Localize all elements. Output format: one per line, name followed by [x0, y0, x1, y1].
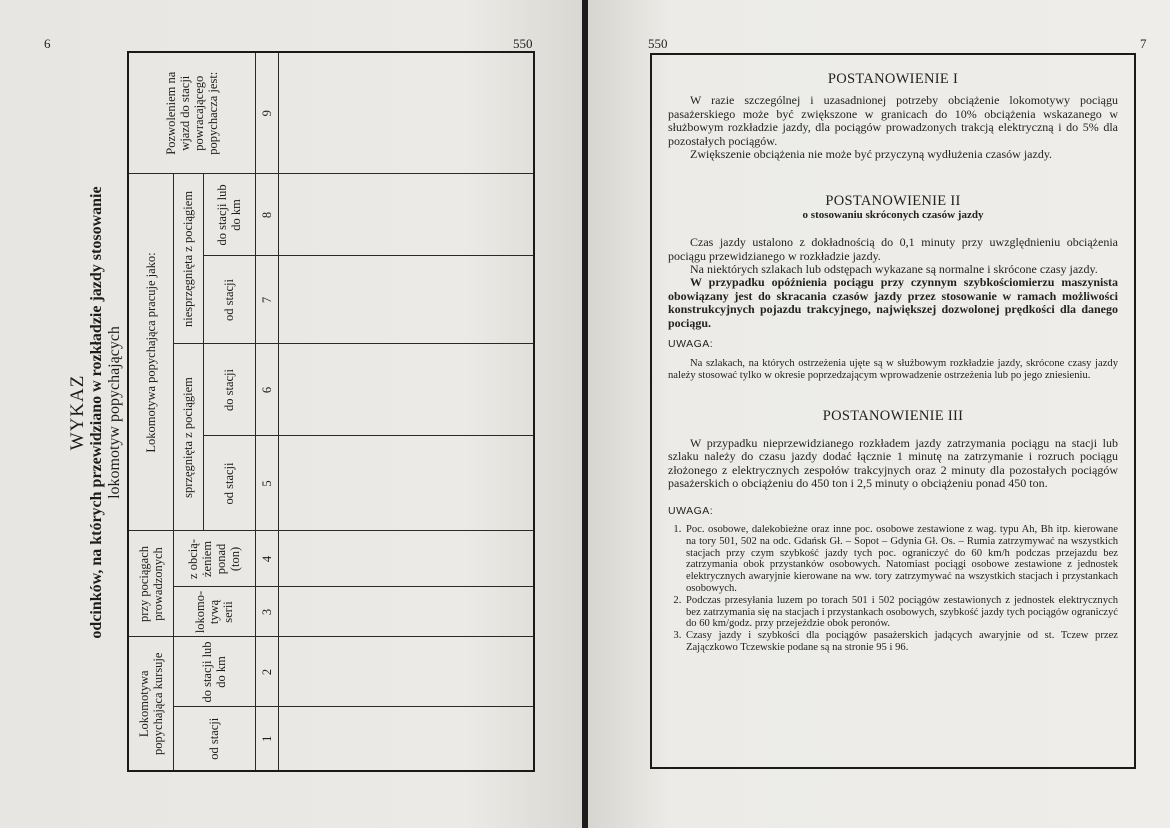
section-1-title: POSTANOWIENIE I [827, 71, 959, 87]
col-number: 7 [256, 256, 279, 344]
col-number: 6 [256, 344, 279, 436]
section-2-subtitle: o stosowaniu skróconych czasów jazdy [802, 208, 984, 221]
section-3-notes-list [668, 524, 1118, 654]
col-number: 2 [256, 637, 279, 707]
header-kursuje: Lokomotywa popychająca kursuje [128, 637, 173, 771]
col-number: 4 [256, 531, 279, 587]
note-item: 2. Podczas przesyłania luzem po torach 501 i 502 pociągów zestawionych z jednostek elektrycznych bez zatrzymania się na stacjach i przystankach osobowych, szybkość jazdy tych pociągów ograniczyć do 60 km/godz. przy przejeździe obok peronów. [684, 595, 1118, 630]
section-1-para-1: W razie szczególnej i uzasadnionej potrzeby obciążenie lokomotywy pociągu pasażerskiego może być zwiększone w granicach do 10% obciążenia wskazanego w służbowym rozkładzie jazdy, dla pociągów prowadzonych trakcją elektryczną i do 5% dla pozostałych pociągów. [668, 93, 1118, 148]
header-do-stacji-2: do stacji lub do km [173, 637, 255, 707]
page-number-outer-right: 7 [1140, 36, 1147, 51]
section-2-note-label: UWAGA: [668, 338, 714, 351]
header-pracuje-jako: Lokomotywa popychająca pracuje jako: [128, 174, 173, 531]
note-item: 1. Poc. osobowe, dalekobieżne oraz inne poc. osobowe zestawione z wag. typu Ah, Bh itp. kierowane na tory 501, 502 na odc. Gdańsk Gł. – Sopot – Gdynia Gł. Os. – Rumia zatrzymywać na wszystkich stacjach przy czym szybkość jazdy tych poc. ograniczyć do 60 km/h podczas przejazdu bez zatrzymania obok przystanków osobowych. Natomiast pociągi osobowe zestawione z jednostek elektrycznych awaryjnie kierowane na ww. tory zatrzymywać na wszystkich stacjach i przystankach osobowych. [684, 524, 1118, 595]
col-number: 3 [256, 587, 279, 637]
col-number: 8 [256, 174, 279, 256]
header-do-stacji-8: do stacji lub do km [203, 174, 255, 256]
header-obciazenie: z obcią-żeniem ponad (ton) [173, 531, 255, 587]
header-do-stacji-6: do stacji [203, 344, 255, 436]
page-number-outer-left: 6 [44, 36, 51, 51]
page-number-inner-left: 550 [513, 36, 533, 51]
table-title [65, 53, 125, 772]
regulations-box [650, 53, 1136, 769]
header-od-stacji-5: od stacji [203, 436, 255, 531]
header-niesprzegnieta: niesprzęgnięta z pociągiem [173, 174, 203, 344]
title-line-2: odcinków, na których przewidziano w rozkładzie jazdy stosowanie [88, 186, 105, 639]
section-1-para-2: Zwiększenie obciążenia nie może być przyczyną wydłużenia czasów jazdy. [690, 147, 1053, 162]
col-number: 9 [256, 52, 279, 174]
header-od-stacji-7: od stacji [203, 256, 255, 344]
header-pozwolenie: Pozwoleniem na wjazd do stacji powracającego popychacza jest: [128, 52, 256, 174]
col-number: 5 [256, 436, 279, 531]
header-sprzegnieta: sprzęgnięta z pociągiem [173, 344, 203, 531]
left-page [0, 0, 582, 828]
header-przy-pociagach: przy pociągach prowadzonych [128, 531, 173, 637]
section-2-title: POSTANOWIENIE II [825, 193, 961, 210]
pushers-table [127, 51, 535, 772]
empty-data-row [279, 52, 535, 771]
title-line-1: WYKAZ [67, 374, 88, 451]
rotated-content [65, 53, 535, 772]
section-3-para-1: W przypadku nieprzewidzianego rozkładem jazdy zatrzymania pociągu na stacji lub szlaku należy do czasu jazdy dodać łącznie 1 minutę na zatrzymanie i rozruch pociągu złożonego z elektrycznych zespołów trakcyjnych oraz 2 minuty dla pozostałych pociągów pasażerskich o obciążeniu do 450 ton i 2,5 minuty o obciążeniu ponad 450 ton. [668, 435, 1118, 491]
section-2-para-3: W przypadku opóźnienia pociągu przy czynnym szybkościomierzu maszynista obowiązany jest do skracania czasów jazdy przez stosowanie w ramach możliwości konstrukcyjnych pojazdu trakcyjnego, największej dozwolonej prędkości dla danego pociągu. [668, 275, 1118, 330]
title-line-3: lokomotyw popychających [106, 326, 123, 499]
section-2-para-2: Na niektórych szlakach lub odstępach wykazane są normalne i skrócone czasy jazdy. [690, 262, 1098, 277]
section-3-title: POSTANOWIENIE III [822, 407, 964, 424]
section-2-note-text: Na szlakach, na których ostrzeżenia ujęte są w służbowym rozkładzie jazdy, skrócone czasy jazdy należy stosować tylko w okresie poprzedzającym wprowadzenie ostrzeżenia lub po jego zniesieniu. [668, 357, 1118, 381]
page-number-inner-right: 550 [648, 36, 668, 51]
note-item: 3. Czasy jazdy i szybkości dla pociągów pasażerskich jadących awaryjnie od st. Tczew przez Zajączkowo Tczewskie podane są na stronie 95 i 96. [684, 630, 1118, 654]
col-number: 1 [256, 707, 279, 771]
regulations-content [668, 73, 1118, 654]
header-lokomotywa-serii: lokomo-tywą serii [173, 587, 255, 637]
section-3-note-label: UWAGA: [668, 504, 714, 517]
header-od-stacji-1: od stacji [173, 707, 255, 771]
section-2-para-1: Czas jazdy ustalono z dokładnością do 0,1 minuty przy uwzględnieniu obciążenia pociągu przewidzianego w rozkładzie jazdy. [668, 235, 1118, 263]
rotated-table-area [65, 53, 535, 772]
